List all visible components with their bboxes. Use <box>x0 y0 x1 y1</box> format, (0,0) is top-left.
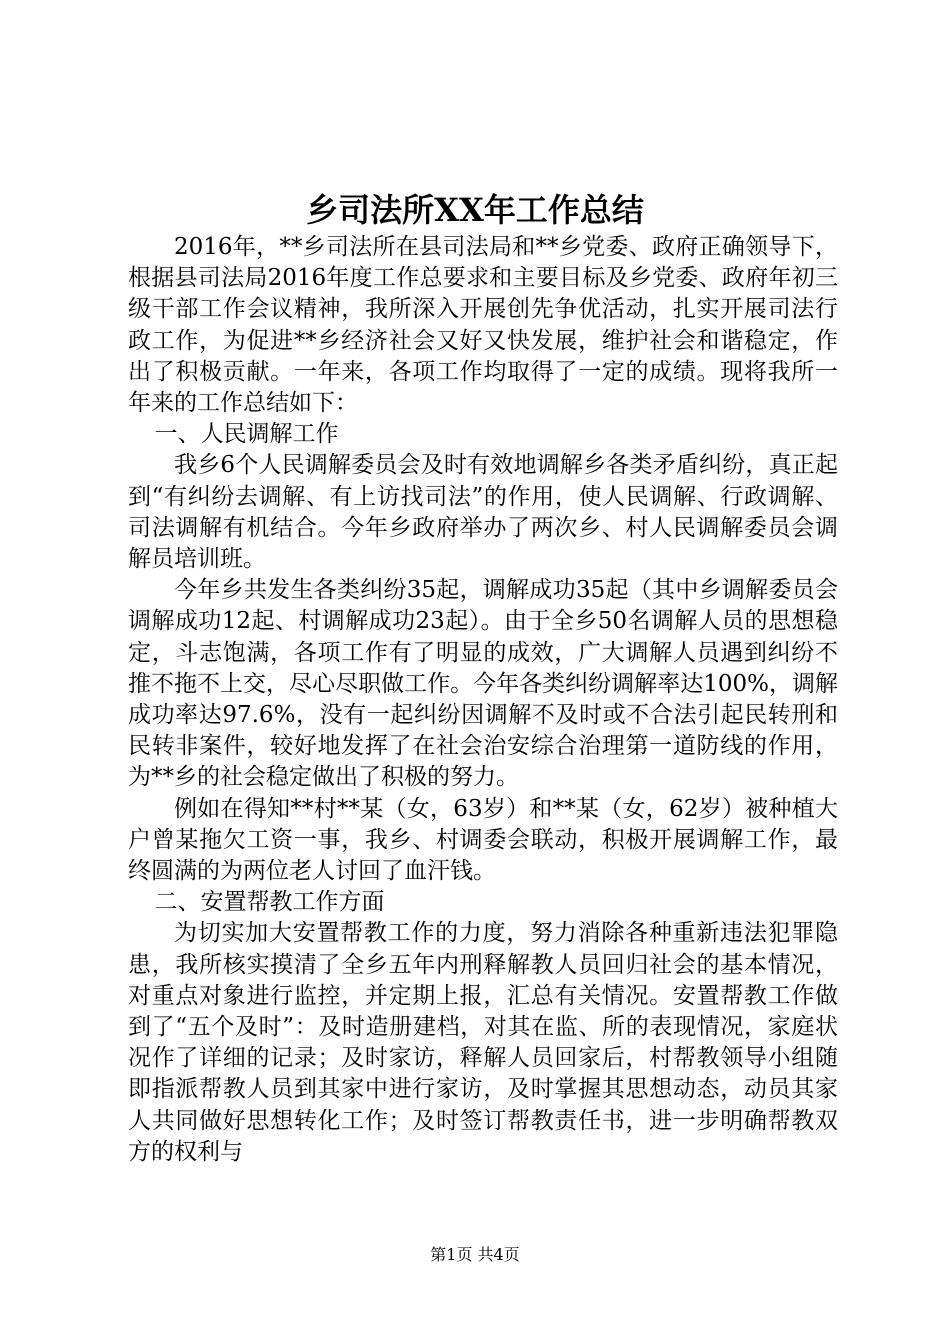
intro-paragraph: 2016年，**乡司法所在县司法局和**乡党委、政府正确领导下，根据县司法局2016年度工作总要求和主要目标及乡党委、政府年初三级干部工作会议精神，我所深入开展创先争优活动，扎实开展司法行政工作，为促进**乡经济社会又好又快发展，维护社会和谐稳定，作出了积极贡献。一年来，各项工作均取得了一定的成绩。现将我所一年来的工作总结如下： <box>128 234 838 417</box>
document-body <box>128 232 838 1168</box>
resettlement-paragraph: 为切实加大安置帮教工作的力度，努力消除各种重新违法犯罪隐患，我所核实摸清了全乡五年内刑释解教人员回归社会的基本情况，对重点对象进行监控，并定期上报，汇总有关情况。安置帮教工作做到了“五个及时”：及时造册建档，对其在监、所的表现情况，家庭状况作了详细的记录；及时家访，释解人员回家后，村帮教领导小组随即指派帮教人员到其家中进行家访，及时掌握其思想动态，动员其家人共同做好思想转化工作；及时签订帮教责任书，进一步明确帮教双方的权利与 <box>128 920 838 1165</box>
document-title: 乡司法所XX年工作总结 <box>306 191 644 229</box>
page-number-footer: 第1页 共4页 <box>430 1245 520 1264</box>
section-heading-mediation: 一、人民调解工作 <box>154 421 339 448</box>
section-heading-resettlement: 二、安置帮教工作方面 <box>154 889 385 916</box>
mediation-paragraph-2: 今年乡共发生各类纠纷35起，调解成功35起（其中乡调解委员会调解成功12起、村调解成功23起）。由于全乡50名调解人员的思想稳定，斗志饱满，各项工作有了明显的成效，广大调解人员遇到纠纷不推不拖不上交，尽心尽职做工作。今年各类纠纷调解率达100%，调解成功率达97.6%，没有一起纠纷因调解不及时或不合法引起民转刑和民转非案件，较好地发挥了在社会治安综合治理第一道防线的作用，为**乡的社会稳定做出了积极的努力。 <box>128 577 838 791</box>
mediation-paragraph-1: 我乡6个人民调解委员会及时有效地调解乡各类矛盾纠纷，真正起到“有纠纷去调解、有上访找司法”的作用，使人民调解、行政调解、司法调解有机结合。今年乡政府举办了两次乡、村人民调解委员会调解员培训班。 <box>128 452 838 573</box>
mediation-example-paragraph: 例如在得知**村**某（女，63岁）和**某（女，62岁）被种植大户曾某拖欠工资一事，我乡、村调委会联动，积极开展调解工作，最终圆满的为两位老人讨回了血汗钱。 <box>128 795 838 885</box>
